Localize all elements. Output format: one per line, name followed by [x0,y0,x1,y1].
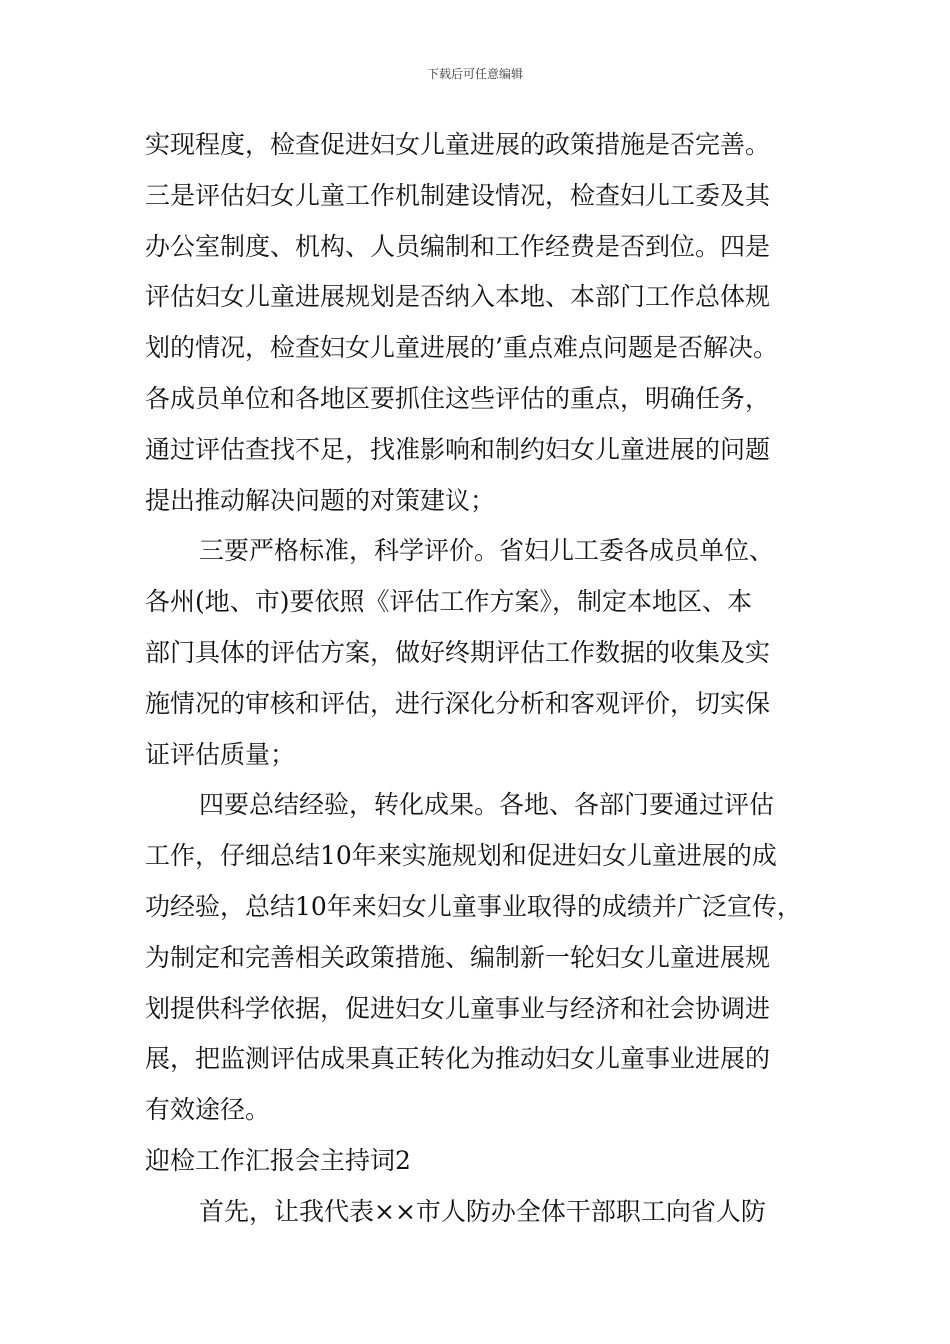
paragraph-start-line: 四要总结经验，转化成果。各地、各部门要通过评估 [199,790,775,820]
text-line: 实现程度，检查促进妇女儿童进展的政策措施是否完善。 [145,130,771,159]
text-line: 各州(地、市)要依照《评估工作方案》，制定本地区、本 [145,587,753,617]
text-line: 提出推动解决问题的对策建议； [145,485,496,515]
text-line: 评估妇女儿童进展规划是否纳入本地、本部门工作总体规 [145,282,771,312]
text-line: 施情况的审核和评估，进行深化分析和客观评价，切实保 [145,688,771,718]
document-body [145,120,825,1238]
text-line: 为制定和完善相关政策措施、编制新一轮妇女儿童进展规 [145,942,771,972]
text-line: 三是评估妇女儿童工作机制建设情况，检查妇儿工委及其 [145,180,771,210]
text-line: 通过评估查找不足，找准影响和制约妇女儿童进展的问题 [145,434,771,464]
text-line: 工作，仔细总结10年来实施规划和促进妇女儿童进展的成 [145,841,777,871]
text-line: 展，把监测评估成果真正转化为推动妇女儿童事业进展的 [145,1044,771,1074]
text-line: 功经验，总结10年来妇女儿童事业取得的成绩并广泛宣传， [145,891,802,921]
text-line: 有效途径。 [145,1095,271,1125]
section-heading: 迎检工作汇报会主持词2 [145,1145,411,1175]
text-line: 划提供科学依据，促进妇女儿童事业与经济和社会协调进 [145,993,771,1023]
text-line: 各成员单位和各地区要抓住这些评估的重点，明确任务， [145,383,771,413]
text-line: 划的情况，检查妇女儿童进展的’重点难点问题是否解决。 [145,333,778,363]
text-line: 证评估质量； [145,739,296,769]
paragraph-start-line: 首先，让我代表××市人防办全体干部职工向省人防 [199,1196,766,1226]
text-line: 办公室制度、机构、人员编制和工作经费是否到位。四是 [145,231,771,261]
page-header: 下载后可任意编辑 [426,67,523,81]
text-line: 部门具体的评估方案，做好终期评估工作数据的收集及实 [145,637,771,667]
paragraph-start-line: 三要严格标准，科学评价。省妇儿工委各成员单位、 [199,536,775,566]
